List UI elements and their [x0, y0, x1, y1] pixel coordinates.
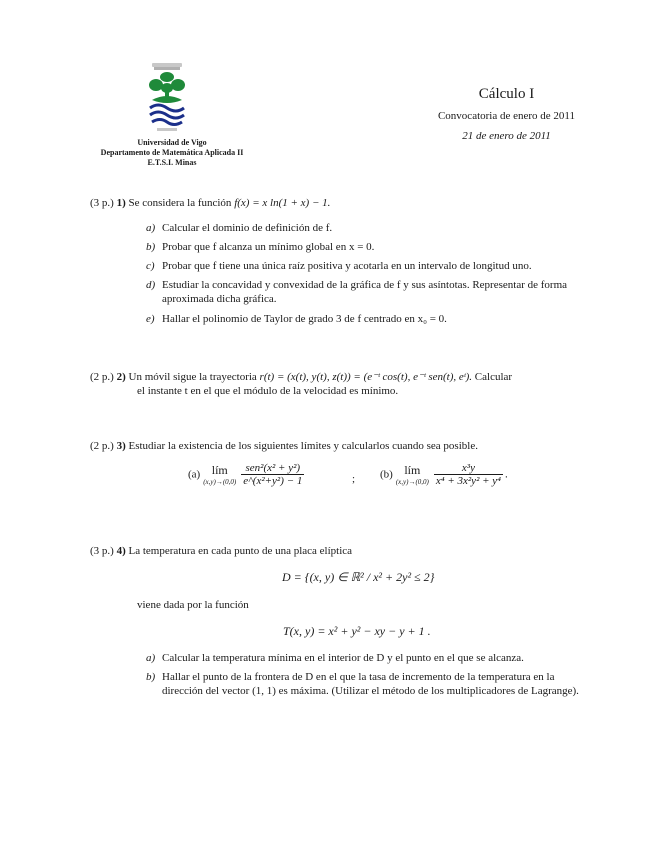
exercise-3-points: (2 p.)	[90, 440, 114, 452]
exercise-4	[90, 545, 352, 557]
limit-b-label: (b)	[380, 468, 393, 481]
exercise-4-given: viene dada por la función	[137, 599, 249, 611]
limit-operator: lím	[211, 463, 228, 477]
limit-b-operator	[396, 463, 429, 486]
limit-b-period: .	[505, 468, 508, 481]
exercise-1-item-b	[146, 240, 596, 254]
item-label: b)	[146, 241, 156, 253]
fraction-numerator: x³y	[461, 462, 475, 474]
item-label: d)	[146, 279, 156, 291]
item-label: e)	[146, 313, 155, 325]
limit-a-fraction	[241, 462, 304, 487]
item-text: Estudiar la concavidad y convexidad de la gráfica de f y sus asíntotas. Representar de forma aproximada dicha gráfica.	[162, 279, 568, 305]
item-text: Hallar el punto de la frontera de D en el que la tasa de incremento de la temperatura en la dirección del vector (1, 1) es máxima. (Utilizar el método de los multiplicadores de Lagrange).	[162, 671, 579, 697]
exercise-1-function: f(x) = x ln(1 + x) − 1.	[234, 197, 331, 209]
item-label: b)	[146, 671, 156, 683]
exercise-1	[90, 197, 330, 209]
exercise-2-points: (2 p.)	[90, 371, 114, 383]
limit-a-operator	[203, 463, 236, 486]
exercise-4-item-a	[146, 651, 596, 665]
exam-date: 21 de enero de 2011	[462, 130, 551, 142]
course-title: Cálculo I	[478, 86, 535, 102]
university-name: Universidad de Vigo	[137, 138, 207, 147]
exercise-2-trajectory: r(t) = (x(t), y(t), z(t)) = (e⁻ᵗ cos(t), e⁻ᵗ sen(t), eᵗ).	[259, 371, 473, 383]
item-label: c)	[146, 260, 155, 272]
fraction-denominator: e^(x²+y²) − 1	[243, 475, 303, 487]
exercise-2	[90, 370, 512, 383]
exercise-2-number: 2)	[116, 371, 126, 383]
item-label: a)	[146, 222, 156, 234]
exercise-2-statement-suffix: Calcular	[472, 371, 513, 383]
limit-subscript: (x,y)→(0,0)	[203, 478, 237, 486]
exercise-4-item-b	[146, 670, 596, 698]
exercise-1-number: 1)	[116, 197, 126, 209]
temperature-equation: T(x, y) = x² + y² − xy − y + 1 .	[283, 624, 431, 638]
limit-b-fraction	[434, 462, 503, 487]
exercise-1-statement: Se considera la función	[128, 197, 235, 209]
exercise-1-item-a	[146, 221, 596, 235]
exercise-1-item-c	[146, 259, 596, 273]
limit-b	[380, 462, 508, 487]
limit-a-label: (a)	[188, 468, 201, 481]
item-text: Probar que f tiene una única raíz positiva y acotarla en un intervalo de longitud uno.	[162, 260, 532, 272]
item-label: a)	[146, 652, 156, 664]
exercise-2-line-2: el instante t en el que el módulo de la velocidad es mínimo.	[137, 385, 399, 397]
limit-subscript: (x,y)→(0,0)	[395, 478, 429, 486]
exercise-2-statement: Un móvil sigue la trayectoria	[128, 371, 260, 383]
exercise-1-item-d	[146, 278, 596, 306]
limit-a	[188, 462, 306, 487]
institution-block	[84, 138, 260, 168]
exercise-3-statement: Estudiar la existencia de los siguientes límites y calcularlos cuando sea posible.	[128, 440, 478, 452]
exercise-4-number: 4)	[116, 545, 126, 557]
exercise-3	[90, 440, 478, 452]
exercise-4-statement: La temperatura en cada punto de una placa elíptica	[128, 545, 353, 557]
limit-operator: lím	[404, 463, 421, 477]
school-name: E.T.S.I. Minas	[147, 158, 197, 167]
exam-session: Convocatoria de enero de 2011	[437, 110, 576, 122]
item-text: Probar que f alcanza un mínimo global en x = 0.	[162, 241, 375, 253]
fraction-numerator: sen²(x² + y²)	[245, 462, 301, 474]
exercise-4-points: (3 p.)	[90, 545, 114, 557]
exercise-1-points: (3 p.)	[90, 197, 114, 209]
item-text: Calcular el dominio de definición de f.	[162, 222, 333, 234]
university-crest-icon	[142, 62, 192, 134]
exercise-1-item-e	[146, 312, 596, 326]
department-name: Departamento de Matemática Aplicada II	[100, 148, 244, 157]
item-text: Calcular la temperatura mínima en el interior de D y el punto en el que se alcanza.	[162, 652, 524, 664]
fraction-denominator: x⁴ + 3x²y² + y⁴	[435, 475, 501, 487]
domain-equation: D = {(x, y) ∈ ℝ² / x² + 2y² ≤ 2}	[282, 570, 435, 584]
limit-separator: ;	[352, 473, 356, 485]
item-text: Hallar el polinomio de Taylor de grado 3 de f centrado en x₀ = 0.	[162, 313, 447, 325]
exercise-3-number: 3)	[116, 440, 126, 452]
university-logo	[142, 62, 192, 134]
